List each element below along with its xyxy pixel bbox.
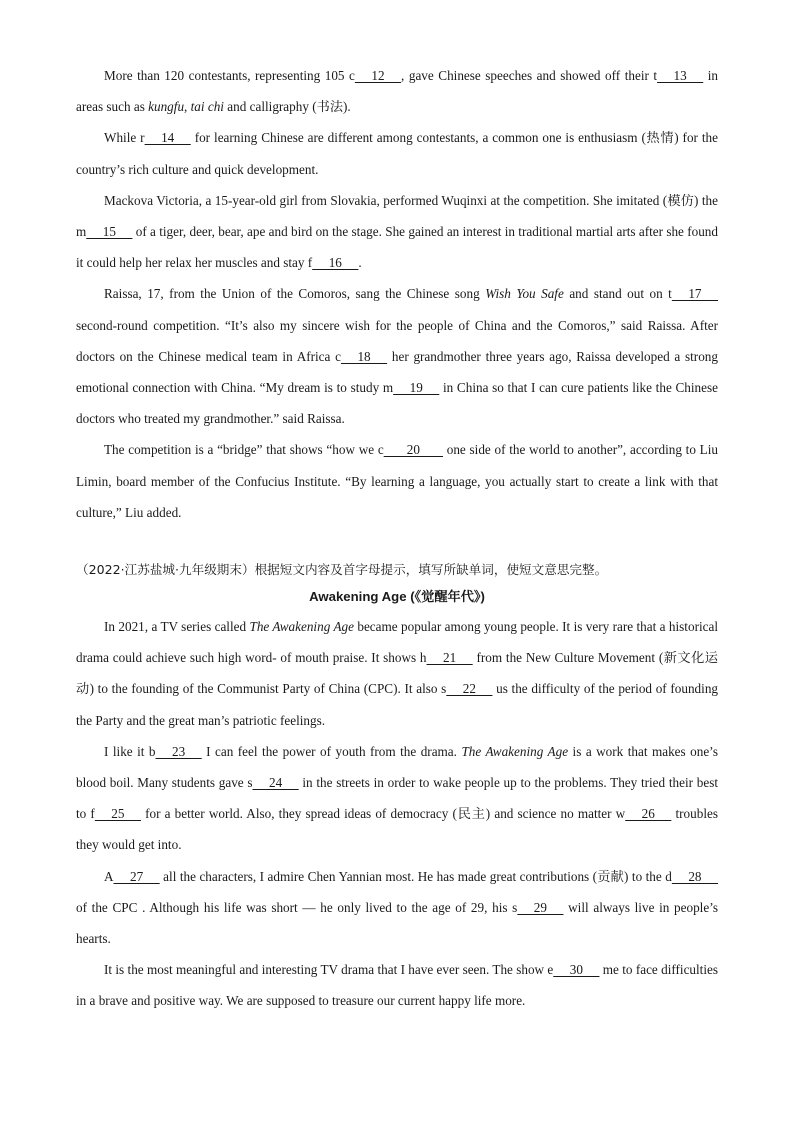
paragraph: A 27 all the characters, I admire Chen Yannian most. He has made great contributions (贡献) to the d 28 of the CPC . Although his life was short — he only lived to the age of 29, his s 29 will always live in people’s hearts. xyxy=(76,861,718,955)
passage-2 xyxy=(76,557,718,1017)
italic-title-text: Wish You Safe xyxy=(485,286,564,302)
answer-blank: 20 xyxy=(383,442,444,458)
paragraph: I like it b 23 I can feel the power of youth from the drama. The Awakening Age is a work that makes one’s blood boil. Many students gave s 24 in the streets in order to wake people up to the problems. They tried their best to f 25 for a better world. Also, they spread ideas of democracy (民主) and science no matter w 26 troubles they would get into. xyxy=(76,736,718,861)
paragraph: In 2021, a TV series called The Awakening Age became popular among young people. It is very rare that a historical drama could achieve such high word- of mouth praise. It shows h 21 from the New Culture Movement (新文化运动) to the founding of the Communist Party of China (CPC). It also s 22 us the difficulty of the period of founding the Party and the great man’s patriotic feelings. xyxy=(76,619,719,728)
answer-blank: 21 xyxy=(426,650,473,666)
italic-title-text: kungfu xyxy=(148,99,185,115)
answer-blank: 13 xyxy=(657,68,704,83)
answer-blank: 16 xyxy=(312,255,359,271)
answer-blank: 14 xyxy=(144,130,191,146)
answer-blank: 30 xyxy=(553,962,600,978)
paragraph: It is the most meaningful and interesting TV drama that I have ever seen. The show e 30 me to face difficulties in a brave and positive way. We are supposed to treasure our current happy life more. xyxy=(76,954,718,1016)
passage-title: Awakening Age (《觉醒年代》) xyxy=(309,589,485,605)
answer-blank: 22 xyxy=(446,681,493,697)
answer-blank: 29 xyxy=(517,899,564,915)
paragraph: The competition is a “bridge” that shows “how we c 20 one side of the world to another”, according to Liu Limin, board member of the Confucius Institute. “By learning a language, you actually start to create a link with that culture,” Liu added. xyxy=(76,434,718,528)
answer-blank: 24 xyxy=(252,775,299,791)
answer-blank: 12 xyxy=(354,68,402,83)
paragraph: Mackova Victoria, a 15-year-old girl from Slovakia, performed Wuqinxi at the competition. She imitated (模仿) the m 15 of a tiger, deer, bear, ape and bird on the stage. She gained an interest in traditional martial arts after she found it could help her relax her muscles and stay f 16 . xyxy=(76,185,718,279)
paragraph: More than 120 contestants, representing 105 c 12 , gave Chinese speeches and showed off their t 13 in areas such as kungfu, tai chi and calligraphy (书法). xyxy=(76,60,718,122)
section-gap xyxy=(76,528,718,557)
answer-blank: 17 xyxy=(671,286,718,302)
exercise-source-line: （2022·江苏盐城·九年级期末）根据短文内容及首字母提示，填写所缺单词，使短文意思完整。 xyxy=(76,562,608,578)
paragraph: While r 14 for learning Chinese are different among contestants, a common one is enthusiasm (热情) for the country’s rich culture and quick development. xyxy=(76,122,718,184)
answer-blank: 27 xyxy=(113,868,160,884)
answer-blank: 28 xyxy=(671,868,718,884)
paragraph: Raissa, 17, from the Union of the Comoros, sang the Chinese song Wish You Safe and stand out on t 17 second-round competition. “It’s also my sincere wish for the people of China and the Comoros,” said Raissa. After doctors on the Chinese medical team in Africa c 18 her grandmother three years ago, Raissa developed a strong emotional connection with China. “My dream is to study m 19 in China so that I can cure patients like the Chinese doctors who treated my grandmother.” said Raissa. xyxy=(76,278,718,434)
italic-title-text: tai chi xyxy=(190,99,224,115)
answer-blank: 26 xyxy=(625,806,672,822)
answer-blank: 19 xyxy=(393,380,440,396)
answer-blank: 25 xyxy=(94,806,141,822)
document-page xyxy=(76,60,718,1017)
answer-blank: 23 xyxy=(155,743,202,759)
italic-title-text: The Awakening Age xyxy=(249,619,354,635)
passage-1 xyxy=(76,60,718,528)
answer-blank: 15 xyxy=(86,224,133,240)
answer-blank: 18 xyxy=(340,348,388,364)
italic-title-text: The Awakening Age xyxy=(461,743,569,759)
